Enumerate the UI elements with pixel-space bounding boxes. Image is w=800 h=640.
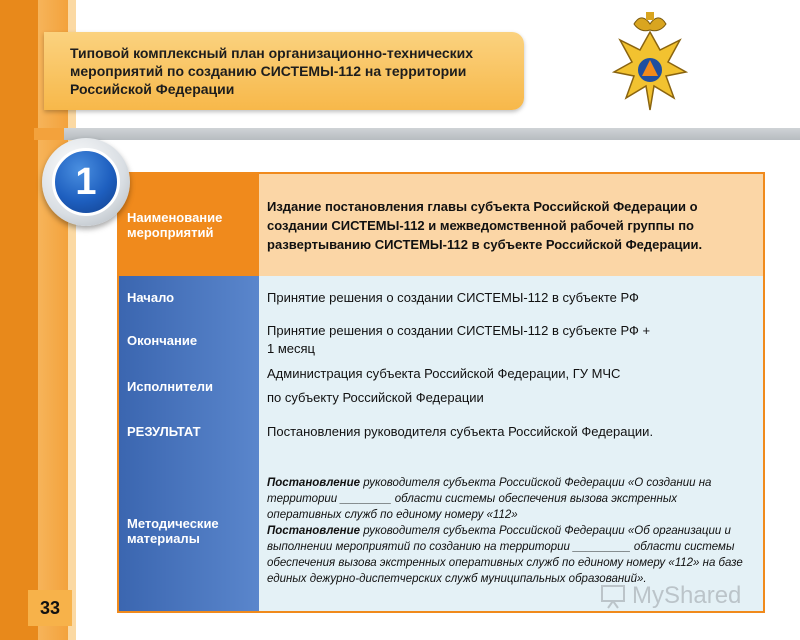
row-label: Начало — [119, 276, 259, 319]
row-label: Наименование мероприятий — [119, 174, 259, 276]
row-label: Методические материалы — [119, 451, 259, 611]
doc-text: руководителя субъекта Российской Федерации «О создании на территории ________ области системы обеспечения вызова экстренных оперативных служб по единому номеру «112» — [267, 477, 712, 521]
emchs-emblem-icon — [612, 10, 688, 120]
presentation-icon — [600, 583, 626, 609]
divider-bar — [34, 128, 800, 140]
doc-title-bold: Постановление — [267, 477, 360, 489]
row-value: Постановления руководителя субъекта Российской Федерации. — [259, 411, 763, 451]
left-band-dark — [0, 0, 38, 640]
watermark-text: MyShared — [632, 582, 742, 609]
row-label: Окончание — [119, 319, 259, 361]
doc-text: руководителя субъекта Российской Федерации «Об организации и выполнении мероприятий по созданию на территории _________ области системы обеспечения вызова экстренных оперативных служб по единому номеру «112» на базе единых дежурно-диспетчерских служб муниципальных образований». — [267, 525, 743, 585]
row-value: Принятие решения о создании СИСТЕМЫ-112 в субъекте РФ — [259, 276, 763, 319]
row-value: Издание постановления главы субъекта Российской Федерации о создании СИСТЕМЫ-112 и межведомственной рабочей группы по развертыванию СИСТЕМЫ-112 в субъекте Российской Федерации. — [259, 174, 763, 276]
divider-accent — [34, 128, 64, 140]
row-value — [259, 319, 763, 361]
row-value-line: по субъекту Российской Федерации — [267, 390, 484, 405]
step-number: 1 — [52, 148, 120, 216]
row-value-line: Администрация субъекта Российской Федерации, ГУ МЧС — [267, 366, 621, 381]
table-row — [119, 411, 763, 453]
page-title: Типовой комплексный план организационно-технических мероприятий по созданию СИСТЕМЫ-112 на территории Российской Федерации — [70, 45, 474, 97]
table-row — [119, 174, 763, 278]
doc-title-bold: Постановление — [267, 525, 360, 537]
plan-table — [117, 172, 765, 613]
row-label: Исполнители — [119, 361, 259, 411]
row-value-line: Принятие решения о создании СИСТЕМЫ-112 в субъекте РФ + — [267, 323, 651, 338]
table-row — [119, 319, 763, 363]
table-row — [119, 361, 763, 413]
row-value — [259, 361, 763, 411]
page-number: 33 — [28, 590, 72, 626]
row-label: РЕЗУЛЬТАТ — [119, 411, 259, 451]
table-row — [119, 276, 763, 321]
watermark — [600, 582, 741, 610]
row-value-line: 1 месяц — [267, 341, 315, 356]
